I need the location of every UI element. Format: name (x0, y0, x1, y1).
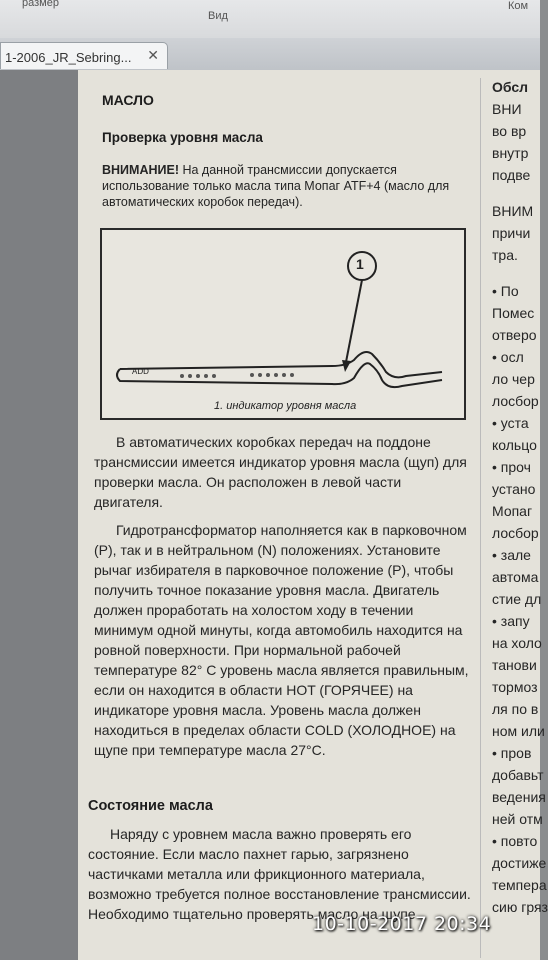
tab-document[interactable] (0, 42, 168, 69)
right-column-line: • проч (492, 459, 531, 475)
right-column-line: • пров (492, 745, 532, 761)
right-column-line: подве (492, 167, 531, 183)
column-divider (480, 78, 481, 958)
right-column-line: • повто (492, 833, 538, 849)
right-column-line: • зале (492, 547, 531, 563)
right-column-line: ведения (492, 789, 546, 805)
toolbar-ribbon (0, 0, 540, 39)
warning-text: На данной трансмиссии допускается использование только масла типа Мопаг ATF+4 (масло для автоматических коробок передач). (102, 163, 450, 209)
warning-block (102, 162, 474, 210)
right-column-line: темпера (492, 877, 547, 893)
ribbon-view-label[interactable]: Вид (208, 10, 228, 22)
right-column-line: • уста (492, 415, 529, 431)
right-column-line: во вр (492, 123, 527, 139)
warning-lead: ВНИМАНИЕ! (102, 163, 179, 177)
dipstick-add-mark: ADD (132, 367, 149, 376)
right-column-line: достиже (492, 855, 547, 871)
right-column-line: ло чер (492, 371, 535, 387)
right-column-line (492, 186, 540, 200)
right-column-line: танови (492, 657, 537, 673)
right-column-line: кольцо (492, 437, 537, 453)
tab-title: 1-2006_JR_Sebring... (5, 50, 132, 65)
body-text (94, 432, 474, 768)
right-column-line: ней отм (492, 811, 543, 827)
right-column-line: на холо (492, 635, 542, 651)
right-column-line: устано (492, 481, 536, 497)
close-icon[interactable]: ✕ (147, 47, 159, 63)
right-column-line: добавьт (492, 767, 544, 783)
right-column-line (492, 266, 540, 280)
right-column-line: стие дл (492, 591, 542, 607)
dipstick-drawing (102, 230, 464, 418)
right-column-lines (492, 70, 548, 918)
right-column-line: отверо (492, 327, 537, 343)
right-column-line: • По (492, 283, 519, 299)
paragraph-condition: Наряду с уровнем масла важно проверять его состояние. Если масло пахнет гарью, загрязнено частичками металла или фрикционного материала, возможно требуется полное восстановление трансмиссии. Необходимо тщательно проверять масло на щупе (88, 826, 471, 922)
ribbon-right-label[interactable]: Ком (508, 0, 529, 12)
right-column-line: тра. (492, 247, 518, 263)
right-column-line: сию гряз (492, 899, 548, 915)
dipstick-figure (100, 228, 466, 420)
subsection-title: Проверка уровня масла (102, 130, 263, 145)
paragraph-dipstick-location: В автоматических коробках передач на поддоне трансмиссии имеется индикатор уровня масла (щуп) для проверки масла. Он расположен в левой части двигателя. (94, 434, 467, 510)
right-column-line: ВНИМ (492, 203, 534, 219)
right-column-line: причи (492, 225, 531, 241)
left-column (78, 70, 478, 960)
right-column-line: • запу (492, 613, 530, 629)
right-column-line: лосбор (492, 525, 539, 541)
thumbnail-strip (0, 70, 78, 960)
right-column (492, 70, 548, 960)
right-column-line: ВНИ (492, 101, 522, 117)
right-column-line: внутр (492, 145, 529, 161)
section-title: МАСЛО (102, 92, 154, 108)
document-page (78, 70, 548, 960)
callout-number: 1 (356, 256, 364, 272)
photo-timestamp: 10-10-2017 20:34 (312, 913, 492, 935)
right-column-line: Мопаг (492, 503, 533, 519)
right-column-line: ном или (492, 723, 545, 739)
right-column-line: тормоз (492, 679, 538, 695)
right-column-line: ля по в (492, 701, 539, 717)
right-column-line: • осл (492, 349, 524, 365)
right-column-line: автома (492, 569, 539, 585)
paragraph-level-check: Гидротрансформатор наполняется как в парковочном (P), так и в нейтральном (N) положениях. Установите рычаг избирателя в парковочное положение (P), чтобы получить точное показание уровня масла. Двигатель должен проработать на холостом ходу в течении минимум одной минуты, когда автомобиль находится на ровной поверхности. При нормальной рабочей температуре 82° C уровень масла является правильным, если он находится в области HOT (ГОРЯЧЕЕ) на индикаторе уровня масла. Уровень масла должен находиться в пределах области COLD (ХОЛОДНОЕ) на щупе при температуре масла 27°C. (94, 522, 469, 758)
tab-bar (0, 38, 540, 71)
condition-title: Состояние масла (88, 798, 213, 814)
figure-caption: 1. индикатор уровня масла (214, 400, 357, 412)
right-column-line: Обсл (492, 79, 529, 95)
right-column-line: Помес (492, 305, 535, 321)
right-column-line: лосбор (492, 393, 539, 409)
ribbon-size-label[interactable]: размер (22, 0, 59, 9)
